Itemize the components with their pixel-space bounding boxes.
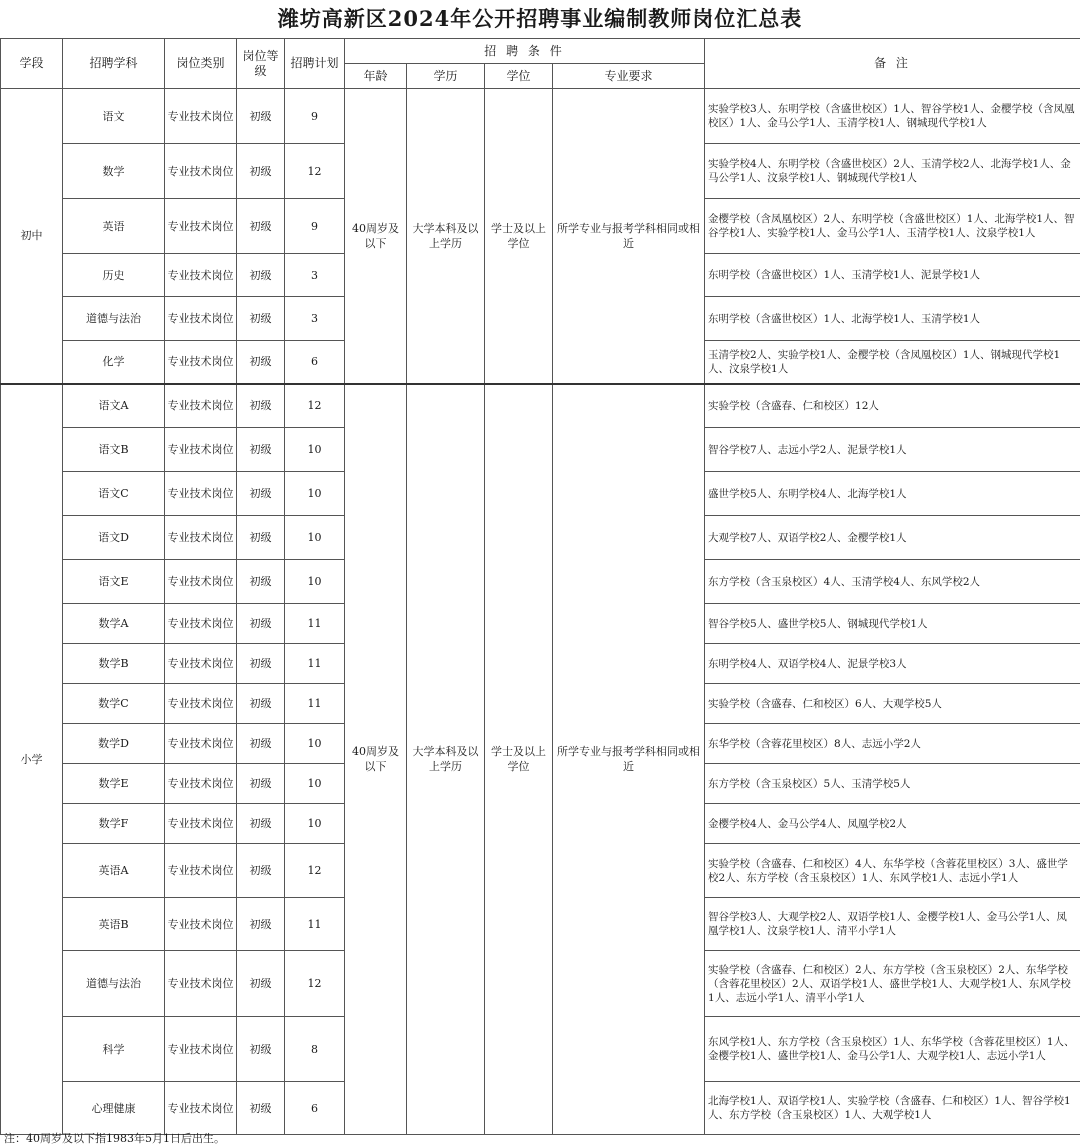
plan-cell: 12 <box>285 144 345 199</box>
subject-cell: 语文A <box>63 384 165 428</box>
remarks-cell: 实验学校（含盛春、仁和校区）6人、大观学校5人 <box>705 684 1080 724</box>
plan-cell: 11 <box>285 898 345 951</box>
level-cell: 初级 <box>237 804 285 844</box>
category-cell: 专业技术岗位 <box>165 764 237 804</box>
header-education: 学历 <box>407 64 485 89</box>
category-cell: 专业技术岗位 <box>165 604 237 644</box>
category-cell: 专业技术岗位 <box>165 341 237 384</box>
remarks-cell: 金樱学校4人、金马公学4人、凤凰学校2人 <box>705 804 1080 844</box>
remarks-cell: 大观学校7人、双语学校2人、金樱学校1人 <box>705 516 1080 560</box>
remarks-cell: 实验学校（含盛春、仁和校区）12人 <box>705 384 1080 428</box>
plan-cell: 8 <box>285 1017 345 1082</box>
category-cell: 专业技术岗位 <box>165 724 237 764</box>
remarks-cell: 盛世学校5人、东明学校4人、北海学校1人 <box>705 472 1080 516</box>
plan-cell: 12 <box>285 384 345 428</box>
category-cell: 专业技术岗位 <box>165 560 237 604</box>
category-cell: 专业技术岗位 <box>165 428 237 472</box>
remarks-cell: 玉清学校2人、实验学校1人、金樱学校（含凤凰校区）1人、钢城现代学校1人、汶泉学校1人 <box>705 341 1080 384</box>
category-cell: 专业技术岗位 <box>165 844 237 898</box>
remarks-cell: 金樱学校（含凤凰校区）2人、东明学校（含盛世校区）1人、北海学校1人、智谷学校1人、实验学校1人、金马公学1人、玉清学校1人、汶泉学校1人 <box>705 199 1080 254</box>
level-cell: 初级 <box>237 428 285 472</box>
subject-cell: 语文B <box>63 428 165 472</box>
header-degree: 学位 <box>485 64 553 89</box>
stage-cell: 初中 <box>1 89 63 384</box>
remarks-cell: 智谷学校3人、大观学校2人、双语学校1人、金樱学校1人、金马公学1人、凤凰学校1人、汶泉学校1人、清平小学1人 <box>705 898 1080 951</box>
plan-cell: 10 <box>285 516 345 560</box>
category-cell: 专业技术岗位 <box>165 951 237 1017</box>
plan-cell: 10 <box>285 764 345 804</box>
level-cell: 初级 <box>237 724 285 764</box>
subject-cell: 历史 <box>63 254 165 297</box>
level-cell: 初级 <box>237 384 285 428</box>
subject-cell: 语文E <box>63 560 165 604</box>
footnote: 注：40周岁及以下指1983年5月1日后出生。 <box>4 1132 225 1145</box>
level-cell: 初级 <box>237 898 285 951</box>
level-cell: 初级 <box>237 1017 285 1082</box>
category-cell: 专业技术岗位 <box>165 144 237 199</box>
subject-cell: 语文C <box>63 472 165 516</box>
level-cell: 初级 <box>237 604 285 644</box>
level-cell: 初级 <box>237 254 285 297</box>
category-cell: 专业技术岗位 <box>165 472 237 516</box>
category-cell: 专业技术岗位 <box>165 804 237 844</box>
category-cell: 专业技术岗位 <box>165 1017 237 1082</box>
remarks-cell: 实验学校（含盛春、仁和校区）2人、东方学校（含玉泉校区）2人、东华学校（含蓉花里校区）2人、双语学校1人、盛世学校1人、大观学校1人、东风学校1人、志远小学1人、清平小学1人 <box>705 951 1080 1017</box>
plan-cell: 11 <box>285 684 345 724</box>
category-cell: 专业技术岗位 <box>165 89 237 144</box>
category-cell: 专业技术岗位 <box>165 1082 237 1135</box>
remarks-cell: 东方学校（含玉泉校区）4人、玉清学校4人、东风学校2人 <box>705 560 1080 604</box>
major-cell: 所学专业与报考学科相同或相近 <box>553 384 705 1135</box>
table-row <box>1 89 1080 144</box>
remarks-cell: 东华学校（含蓉花里校区）8人、志远小学2人 <box>705 724 1080 764</box>
subject-cell: 英语A <box>63 844 165 898</box>
level-cell: 初级 <box>237 472 285 516</box>
plan-cell: 10 <box>285 472 345 516</box>
header-major: 专业要求 <box>553 64 705 89</box>
remarks-cell: 实验学校（含盛春、仁和校区）4人、东华学校（含蓉花里校区）3人、盛世学校2人、东方学校（含玉泉校区）1人、东风学校1人、志远小学1人 <box>705 844 1080 898</box>
level-cell: 初级 <box>237 644 285 684</box>
remarks-cell: 东明学校（含盛世校区）1人、玉清学校1人、泥景学校1人 <box>705 254 1080 297</box>
category-cell: 专业技术岗位 <box>165 644 237 684</box>
degree-cell: 学士及以上学位 <box>485 384 553 1135</box>
plan-cell: 3 <box>285 254 345 297</box>
major-cell: 所学专业与报考学科相同或相近 <box>553 89 705 384</box>
remarks-cell: 智谷学校5人、盛世学校5人、钢城现代学校1人 <box>705 604 1080 644</box>
header-level: 岗位等级 <box>237 39 285 89</box>
remarks-cell: 北海学校1人、双语学校1人、实验学校（含盛春、仁和校区）1人、智谷学校1人、东方学校（含玉泉校区）1人、大观学校1人 <box>705 1082 1080 1135</box>
page-title: 潍坊高新区2024年公开招聘事业编制教师岗位汇总表 <box>277 6 803 31</box>
level-cell: 初级 <box>237 199 285 254</box>
plan-cell: 6 <box>285 341 345 384</box>
plan-cell: 10 <box>285 560 345 604</box>
plan-cell: 12 <box>285 951 345 1017</box>
plan-cell: 9 <box>285 89 345 144</box>
level-cell: 初级 <box>237 144 285 199</box>
category-cell: 专业技术岗位 <box>165 297 237 341</box>
table-row <box>1 384 1080 428</box>
subject-cell: 数学A <box>63 604 165 644</box>
plan-cell: 10 <box>285 724 345 764</box>
category-cell: 专业技术岗位 <box>165 384 237 428</box>
subject-cell: 数学E <box>63 764 165 804</box>
subject-cell: 英语 <box>63 199 165 254</box>
level-cell: 初级 <box>237 764 285 804</box>
level-cell: 初级 <box>237 1082 285 1135</box>
subject-cell: 化学 <box>63 341 165 384</box>
plan-cell: 11 <box>285 644 345 684</box>
remarks-cell: 实验学校3人、东明学校（含盛世校区）1人、智谷学校1人、金樱学校（含凤凰校区）1人、金马公学1人、玉清学校1人、钢城现代学校1人 <box>705 89 1080 144</box>
category-cell: 专业技术岗位 <box>165 254 237 297</box>
stage-cell: 小学 <box>1 384 63 1135</box>
remarks-cell: 智谷学校7人、志远小学2人、泥景学校1人 <box>705 428 1080 472</box>
subject-cell: 数学C <box>63 684 165 724</box>
subject-cell: 数学 <box>63 144 165 199</box>
header-stage: 学段 <box>1 39 63 89</box>
level-cell: 初级 <box>237 297 285 341</box>
header-plan: 招聘计划 <box>285 39 345 89</box>
subject-cell: 语文D <box>63 516 165 560</box>
remarks-cell: 东方学校（含玉泉校区）5人、玉清学校5人 <box>705 764 1080 804</box>
education-cell: 大学本科及以上学历 <box>407 384 485 1135</box>
plan-cell: 12 <box>285 844 345 898</box>
category-cell: 专业技术岗位 <box>165 516 237 560</box>
plan-cell: 9 <box>285 199 345 254</box>
level-cell: 初级 <box>237 516 285 560</box>
plan-cell: 10 <box>285 804 345 844</box>
age-cell: 40周岁及以下 <box>345 384 407 1135</box>
category-cell: 专业技术岗位 <box>165 199 237 254</box>
category-cell: 专业技术岗位 <box>165 684 237 724</box>
subject-cell: 语文 <box>63 89 165 144</box>
level-cell: 初级 <box>237 684 285 724</box>
subject-cell: 数学D <box>63 724 165 764</box>
level-cell: 初级 <box>237 844 285 898</box>
subject-cell: 道德与法治 <box>63 297 165 341</box>
header-subject: 招聘学科 <box>63 39 165 89</box>
plan-cell: 3 <box>285 297 345 341</box>
subject-cell: 数学F <box>63 804 165 844</box>
level-cell: 初级 <box>237 560 285 604</box>
degree-cell: 学士及以上学位 <box>485 89 553 384</box>
plan-cell: 11 <box>285 604 345 644</box>
level-cell: 初级 <box>237 951 285 1017</box>
subject-cell: 道德与法治 <box>63 951 165 1017</box>
level-cell: 初级 <box>237 341 285 384</box>
age-cell: 40周岁及以下 <box>345 89 407 384</box>
header-conditions: 招 聘 条 件 <box>345 39 705 64</box>
education-cell: 大学本科及以上学历 <box>407 89 485 384</box>
subject-cell: 科学 <box>63 1017 165 1082</box>
plan-cell: 6 <box>285 1082 345 1135</box>
remarks-cell: 实验学校4人、东明学校（含盛世校区）2人、玉清学校2人、北海学校1人、金马公学1人、汶泉学校1人、钢城现代学校1人 <box>705 144 1080 199</box>
recruitment-table <box>0 38 1080 1135</box>
header-category: 岗位类别 <box>165 39 237 89</box>
header-age: 年龄 <box>345 64 407 89</box>
subject-cell: 英语B <box>63 898 165 951</box>
subject-cell: 数学B <box>63 644 165 684</box>
category-cell: 专业技术岗位 <box>165 898 237 951</box>
remarks-cell: 东风学校1人、东方学校（含玉泉校区）1人、东华学校（含蓉花里校区）1人、金樱学校1人、盛世学校1人、金马公学1人、大观学校1人、志远小学1人 <box>705 1017 1080 1082</box>
plan-cell: 10 <box>285 428 345 472</box>
remarks-cell: 东明学校（含盛世校区）1人、北海学校1人、玉清学校1人 <box>705 297 1080 341</box>
remarks-cell: 东明学校4人、双语学校4人、泥景学校3人 <box>705 644 1080 684</box>
header-remarks: 备 注 <box>705 39 1080 89</box>
level-cell: 初级 <box>237 89 285 144</box>
subject-cell: 心理健康 <box>63 1082 165 1135</box>
